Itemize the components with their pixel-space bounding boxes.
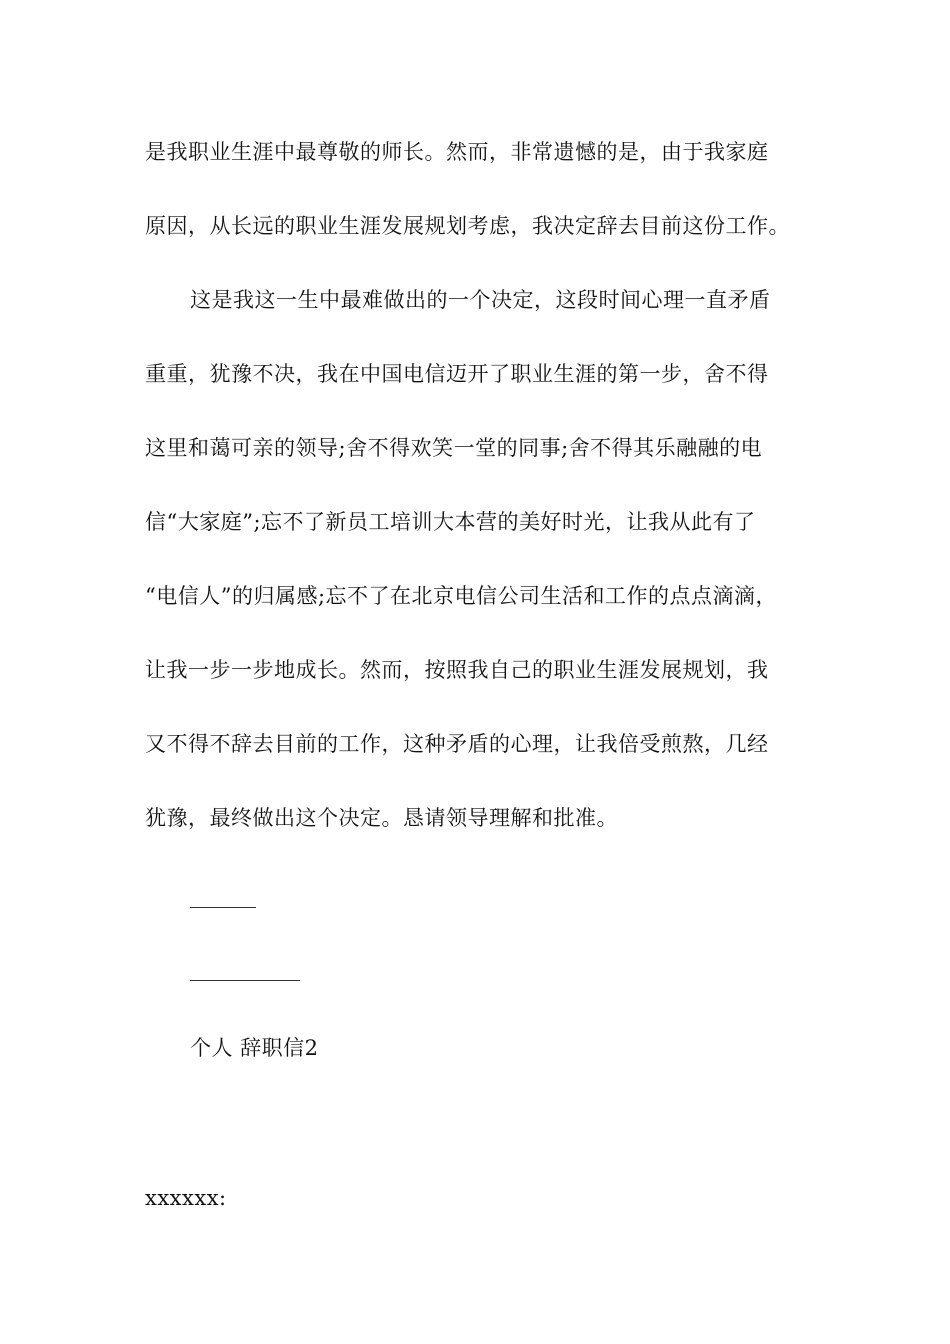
paragraph-line: 又不得不辞去目前的工作，这种矛盾的心理，让我倍受煎熬，几经 xyxy=(145,732,769,756)
paragraph-line: 让我一步一步地成长。然而，按照我自己的职业生涯发展规划，我 xyxy=(145,658,769,682)
paragraph-line: 信“大家庭”;忘不了新员工培训大本营的美好时光，让我从此有了 xyxy=(145,510,756,534)
paragraph-line: 这里和蔼可亲的领导;舍不得欢笑一堂的同事;舍不得其乐融融的电 xyxy=(145,436,763,460)
signature-blank-line xyxy=(190,907,256,908)
paragraph-line: 重重，犹豫不决，我在中国电信迈开了职业生涯的第一步，舍不得 xyxy=(145,362,769,386)
date-blank-line xyxy=(190,980,300,981)
paragraph-line: 原因，从长远的职业生涯发展规划考虑，我决定辞去目前这份工作。 xyxy=(145,214,790,238)
paragraph-line: 犹豫，最终做出这个决定。恳请领导理解和批准。 xyxy=(145,806,618,830)
paragraph-line: 是我职业生涯中最尊敬的师长。然而，非常遗憾的是，由于我家庭 xyxy=(145,140,769,164)
section-title: 个人 辞职信2 xyxy=(190,1036,319,1060)
paragraph-line: 这是我这一生中最难做出的一个决定，这段时间心理一直矛盾 xyxy=(190,288,771,312)
salutation: xxxxxx: xyxy=(145,1186,227,1210)
paragraph-line: “电信人”的归属感;忘不了在北京电信公司生活和工作的点点滴滴， xyxy=(145,584,778,608)
